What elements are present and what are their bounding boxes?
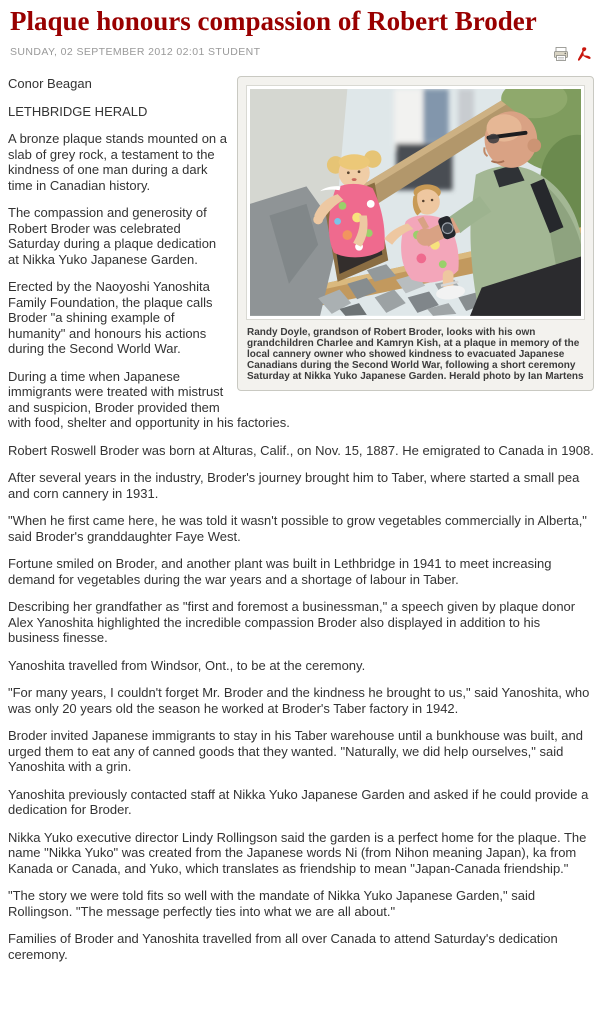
article-paragraph: A bronze plaque stands mounted on a slab of grey rock, a testament to the kindness of one man during a dark time in Canadian history. xyxy=(8,131,227,193)
article-paragraph: Yanoshita previously contacted staff at Nikka Yuko Japanese Garden and asked if he could provide a dedication for Broder. xyxy=(8,786,589,818)
article-body xyxy=(8,76,594,962)
article-paragraph: Families of Broder and Yanoshita travelled from all over Canada to attend Saturday's dedication ceremony. xyxy=(8,931,558,962)
ceremony-photo-illustration xyxy=(250,89,581,316)
article-paragraph: LETHBRIDGE HERALD xyxy=(8,103,148,119)
article-toolbar xyxy=(553,46,594,62)
article-paragraph: The compassion and generosity of Robert Broder was celebrated Saturday during a plaque dedication at Nikka Yuko Japanese Garden. xyxy=(8,205,217,267)
article-paragraph: Nikka Yuko executive director Lindy Rollingson said the garden is a perfect home for the plaque. The name "Nikka Yuko" was created from the Japanese words Ni (from Nihon meaning Japan), ka from Kanada or Canada, and Yuko, which translates as friendship to mean "Japan-Canada friendship." xyxy=(8,829,587,876)
page-title: Plaque honours compassion of Robert Broder xyxy=(10,6,537,36)
article-figure xyxy=(237,76,594,391)
article-paragraph: Robert Roswell Broder was born at Alturas, Calif., on Nov. 15, 1887. He emigrated to Canada in 1908. xyxy=(8,442,594,458)
article-paragraph: Describing her grandfather as "first and foremost a businessman," a speech given by plaque donor Alex Yanoshita highlighted the incredible compassion Broder also displayed in addition to his business finesse. xyxy=(8,599,576,646)
article-paragraph: "The story we were told fits so well with the mandate of Nikka Yuko Japanese Garden," said Rollingson. "The message perfectly ties into what we are all about." xyxy=(8,888,536,919)
photo-caption: Randy Doyle, grandson of Robert Broder, looks with his own grandchildren Charlee and Kamryn Kish, at a plaque in memory of the local cannery owner who showed kindness to evacuated Japanese Canadians during the Second World War, following a short ceremony Saturday at Nikka Yuko Japanese Garden. Herald photo by Ian Martens xyxy=(247,327,584,383)
article-paragraph: Broder invited Japanese immigrants to stay in his Taber warehouse until a bunkhouse was built, and urged them to eat any of canned goods that they wanted. "Naturally, we did help ourselves," said Yanoshita with a grin. xyxy=(8,728,583,775)
article-paragraph: After several years in the industry, Broder's journey brought him to Taber, where started a small pea and corn cannery in 1931. xyxy=(8,470,580,501)
article-dateline: SUNDAY, 02 SEPTEMBER 2012 02:01 STUDENT xyxy=(10,46,261,59)
article-paragraph: Erected by the Naoyoshi Yanoshita Family Foundation, the plaque calls Broder "a shining example of humanity" and honours his actions during the Second World War. xyxy=(8,279,213,357)
print-icon[interactable] xyxy=(553,46,569,62)
article-photo xyxy=(246,85,585,320)
article-paragraph: Yanoshita travelled from Windsor, Ont., to be at the ceremony. xyxy=(8,657,366,673)
article-meta-row xyxy=(10,46,594,62)
article-paragraph: Fortune smiled on Broder, and another plant was built in Lethbridge in 1941 to meet increasing demand for vegetables during the war years and a shortage of labour in Taber. xyxy=(8,556,552,587)
article-paragraph: "When he first came here, he was told it wasn't possible to grow vegetables commercially in Alberta," said Broder's granddaughter Faye West. xyxy=(8,513,587,544)
article-paragraph: "For many years, I couldn't forget Mr. Broder and the kindness he brought to us," said Yanoshita, who was only 20 years old the season he worked at Broder's Taber factory in 1942. xyxy=(8,685,590,716)
pdf-icon[interactable] xyxy=(576,46,592,62)
article-paragraph: Conor Beagan xyxy=(8,76,92,92)
article-paragraph: During a time when Japanese immigrants were treated with mistrust and suspicion, Broder provided them with food, shelter and opportunity in his factories. xyxy=(8,368,290,431)
